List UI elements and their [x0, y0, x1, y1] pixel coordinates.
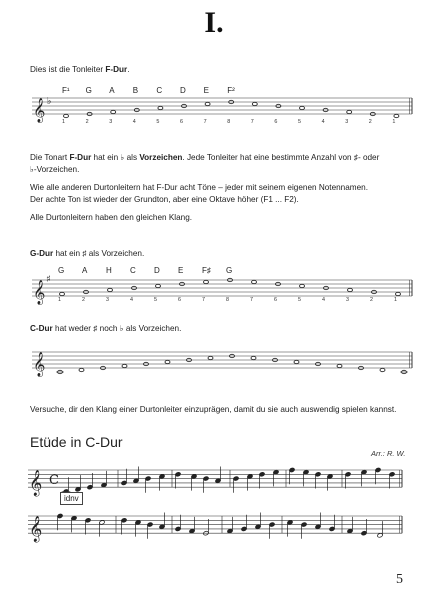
staff-g-major [32, 274, 412, 305]
note-name: G [85, 86, 92, 95]
note-name: C [130, 266, 136, 275]
staff-c-major [32, 352, 412, 377]
degree-number: 3 [106, 297, 109, 303]
degree-number: 7 [250, 119, 254, 125]
degree-number: 4 [322, 297, 325, 303]
note-name: G [58, 266, 65, 275]
degree-number: 8 [226, 297, 229, 303]
whole-note [111, 110, 116, 113]
note-name: F♯ [202, 266, 211, 275]
degree-number: 4 [130, 297, 133, 303]
degree-number: 6 [180, 119, 183, 125]
page-number: 5 [396, 572, 403, 587]
whole-note [64, 114, 69, 117]
flat-sign: ♭ [47, 96, 52, 108]
whole-note [300, 284, 305, 287]
explanation-line-2: ♭-Vorzeichen. [30, 165, 80, 174]
c-major-text: C-Dur hat weder ♯ noch ♭ als Vorzeichen. [30, 324, 182, 333]
note-name: F² [227, 86, 235, 95]
whole-note [394, 114, 399, 117]
note-name: E [178, 266, 184, 275]
whole-note [252, 102, 257, 105]
degree-number: 7 [202, 297, 205, 303]
whole-note [396, 292, 401, 295]
explanation-line-3: Wie alle anderen Durtonleitern hat F-Dur acht Töne – jeder mit seinem eigenen Notennamen. [30, 183, 368, 192]
note-name: A [109, 86, 115, 95]
whole-note [347, 110, 352, 113]
staff-f-major [32, 96, 412, 123]
whole-note [165, 360, 170, 363]
degree-number: 1 [58, 297, 61, 303]
note-name: C [156, 86, 163, 95]
degree-number: 5 [298, 297, 301, 303]
key-f-major: F-Dur [105, 65, 128, 74]
degree-number: 7 [250, 297, 253, 303]
advice-text: Versuche, dir den Klang einer Durtonleiter einzuprägen, damit du sie auch auswendig spielen kannst. [30, 405, 397, 414]
note-name: D [154, 266, 160, 275]
whole-note [122, 364, 127, 367]
degree-number: 4 [132, 119, 136, 125]
staff-etude-1 [28, 467, 402, 497]
degree-number: 3 [345, 119, 349, 125]
note-name: H [106, 266, 112, 275]
degree-number: 3 [109, 119, 113, 125]
degree-number: 8 [227, 119, 231, 125]
whole-note [204, 280, 209, 283]
note-name: D [180, 86, 186, 95]
publisher-stamp: idnv [60, 492, 83, 505]
degree-number: 5 [298, 119, 301, 125]
degree-number: 2 [370, 297, 373, 303]
whole-note [158, 106, 163, 109]
whole-note [252, 280, 257, 283]
g-major-text: G-Dur hat ein ♯ als Vorzeichen. [30, 249, 145, 258]
whole-note [300, 106, 305, 109]
whole-note [294, 360, 299, 363]
note-name: F¹ [62, 86, 70, 95]
treble-clef: 𝄞 [29, 516, 43, 543]
whole-note [108, 288, 113, 291]
degree-number: 4 [321, 119, 325, 125]
degree-number: 7 [203, 119, 207, 125]
degree-number: 2 [85, 119, 89, 125]
degree-number: 6 [178, 297, 181, 303]
degree-number: 2 [82, 297, 85, 303]
degree-number: 1 [62, 119, 65, 125]
treble-clef: 𝄞 [33, 352, 46, 376]
etude-title: Etüde in C-Dur [30, 434, 123, 450]
whole-note [251, 356, 256, 359]
sharp-symbol: ♯ [353, 153, 358, 162]
page-title: I. [204, 6, 224, 39]
degree-number: 3 [346, 297, 349, 303]
degree-number: 5 [156, 119, 160, 125]
degree-number: 1 [392, 119, 396, 125]
whole-note [380, 368, 385, 371]
treble-clef: 𝄞 [29, 470, 43, 497]
time-signature: C [49, 472, 59, 488]
treble-clef: 𝄞 [33, 98, 46, 122]
explanation-line-4: Der achte Ton ist wieder der Grundton, aber eine Oktave höher (F1 ... F2). [30, 195, 299, 204]
degree-number: 2 [368, 119, 372, 125]
whole-note [208, 356, 213, 359]
explanation-line-5: Alle Durtonleitern haben den gleichen Klang. [30, 213, 193, 222]
degree-number: 6 [274, 119, 278, 125]
intro-text: Dies ist die Tonleiter F-Dur. [30, 65, 130, 74]
flat-symbol: ♭ [120, 153, 125, 162]
whole-note [79, 368, 84, 371]
note-name: G [226, 266, 233, 275]
degree-number: 6 [274, 297, 277, 303]
whole-note [337, 364, 342, 367]
arranger: Arr.: R. W. [371, 449, 406, 458]
explanation-line-1: Die Tonart F-Dur hat ein ♭ als Vorzeichen. Jede Tonleiter hat eine bestimmte Anzahl von ♯- oder [30, 153, 380, 162]
whole-note [348, 288, 353, 291]
sharp-sign: ♯ [46, 274, 51, 286]
whole-note [156, 284, 161, 287]
whole-note [60, 292, 65, 295]
degree-number: 5 [154, 297, 157, 303]
note-name: A [82, 266, 88, 275]
degree-number: 1 [394, 297, 397, 303]
note-name: B [132, 86, 139, 95]
whole-note [205, 102, 210, 105]
staff-etude-2 [28, 513, 402, 543]
note-name: E [203, 86, 209, 95]
treble-clef: 𝄞 [33, 280, 46, 304]
